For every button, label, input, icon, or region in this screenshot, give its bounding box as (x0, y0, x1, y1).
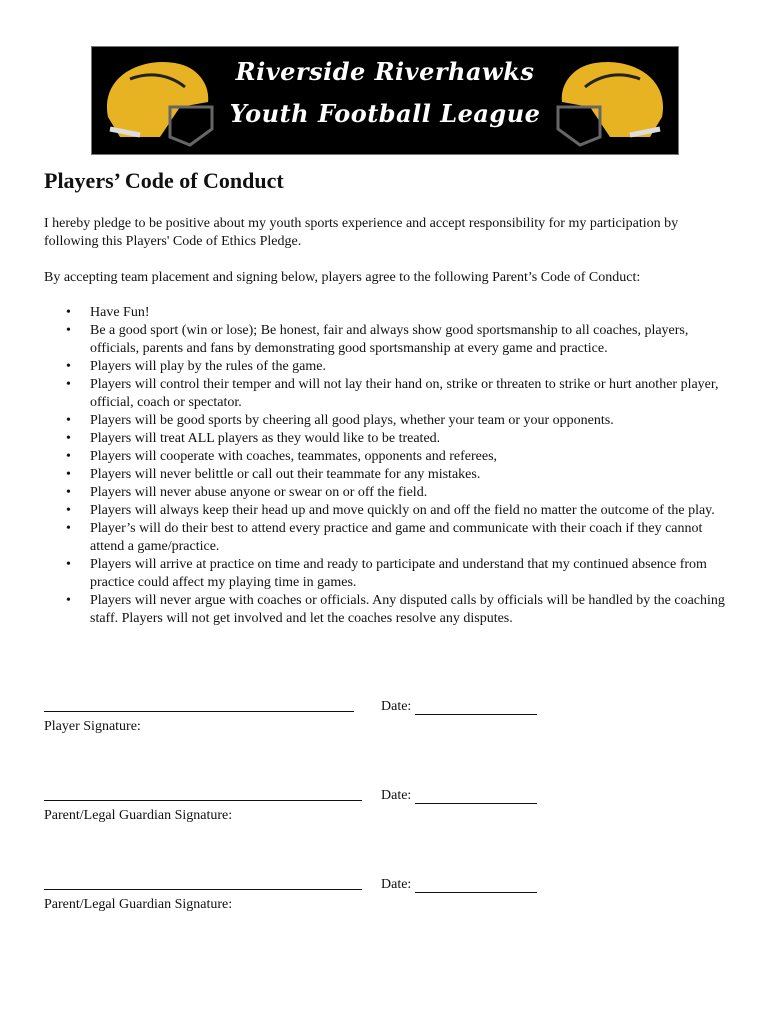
signature-label: Player Signature: (44, 719, 141, 734)
bullet-icon: • (66, 431, 71, 446)
signature-block (44, 875, 362, 914)
league-banner (91, 46, 679, 155)
list-item-text: Have Fun! (90, 305, 150, 320)
page-title: Players’ Code of Conduct (44, 168, 284, 193)
football-helmet-icon (550, 57, 670, 149)
list-item (44, 304, 734, 322)
date-line[interactable] (415, 789, 537, 804)
bullet-icon: • (66, 485, 71, 500)
list-item-text: Players will always keep their head up and move quickly on and off the field no matter the outcome of the play. (90, 503, 715, 518)
intro-paragraph: I hereby pledge to be positive about my youth sports experience and accept responsibility for my participation by following this Players' Code of Ethics Pledge. (44, 216, 679, 249)
list-item-text: Players will never abuse anyone or swear on or off the field. (90, 485, 428, 500)
date-line[interactable] (415, 878, 537, 893)
date-field (381, 699, 537, 715)
bullet-icon: • (66, 449, 71, 464)
list-item-text: Players will play by the rules of the game. (90, 359, 326, 374)
list-item-text: Be a good sport (win or lose); Be honest, fair and always show good sportsmanship to all coaches, players, officials, parents and fans by demonstrating good sportsmanship at every game and practice. (90, 323, 689, 356)
signature-block (44, 697, 354, 736)
list-item (44, 520, 734, 556)
list-item-text: Player’s will do their best to attend every practice and game and communicate with their coach if they cannot attend a game/practice. (90, 521, 703, 554)
signature-line[interactable] (44, 786, 362, 801)
signature-line[interactable] (44, 697, 354, 712)
list-item (44, 466, 734, 484)
date-label: Date: (381, 877, 412, 892)
list-item (44, 502, 734, 520)
bullet-icon: • (66, 323, 71, 338)
date-field (381, 788, 537, 804)
signature-label: Parent/Legal Guardian Signature: (44, 808, 233, 823)
banner-title-line2: Youth Football League (229, 99, 541, 128)
list-item (44, 484, 734, 502)
conduct-list (44, 304, 734, 628)
bullet-icon: • (66, 557, 71, 572)
list-item (44, 322, 734, 358)
list-item (44, 412, 734, 430)
date-label: Date: (381, 699, 412, 714)
list-item (44, 430, 734, 448)
lead-paragraph: By accepting team placement and signing below, players agree to the following Parent’s Code of Conduct: (44, 270, 641, 285)
list-item-text: Players will control their temper and will not lay their hand on, strike or threaten to strike or hurt another player, official, coach or spectator. (90, 377, 719, 410)
signature-line[interactable] (44, 875, 362, 890)
football-helmet-icon (100, 57, 220, 149)
list-item (44, 448, 734, 466)
date-field (381, 877, 537, 893)
bullet-icon: • (66, 467, 71, 482)
signature-label: Parent/Legal Guardian Signature: (44, 897, 233, 912)
list-item (44, 376, 734, 412)
list-item (44, 592, 734, 628)
date-line[interactable] (415, 700, 537, 715)
bullet-icon: • (66, 521, 71, 536)
bullet-icon: • (66, 377, 71, 392)
bullet-icon: • (66, 359, 71, 374)
banner-title-line1: Riverside Riverhawks (235, 57, 535, 86)
list-item-text: Players will be good sports by cheering all good plays, whether your team or your opponents. (90, 413, 614, 428)
list-item-text: Players will never belittle or call out their teammate for any mistakes. (90, 467, 481, 482)
list-item-text: Players will treat ALL players as they would like to be treated. (90, 431, 441, 446)
date-label: Date: (381, 788, 412, 803)
list-item (44, 358, 734, 376)
bullet-icon: • (66, 413, 71, 428)
list-item-text: Players will cooperate with coaches, teammates, opponents and referees, (90, 449, 498, 464)
bullet-icon: • (66, 503, 71, 518)
list-item-text: Players will never argue with coaches or officials. Any disputed calls by officials will be handled by the coaching staff. Players will not get involved and let the coaches resolve any disputes. (90, 593, 725, 626)
list-item (44, 556, 734, 592)
bullet-icon: • (66, 593, 71, 608)
signature-block (44, 786, 362, 825)
list-item-text: Players will arrive at practice on time and ready to participate and understand that my continued absence from practice could affect my playing time in games. (90, 557, 707, 590)
bullet-icon: • (66, 305, 71, 320)
